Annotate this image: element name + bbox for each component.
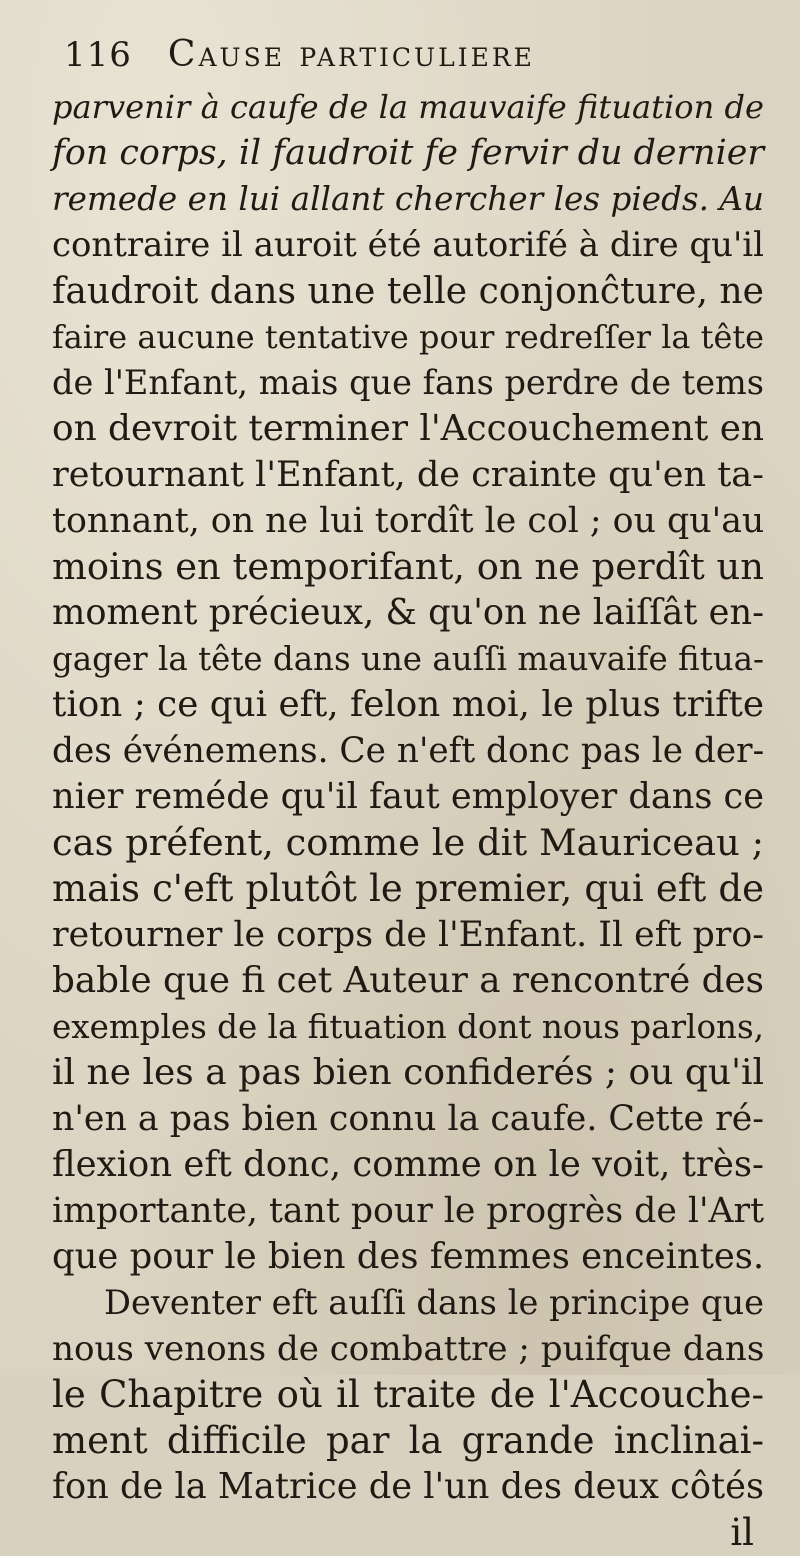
text-line: retournant l'Enfant, de crainte qu'en ta- [52, 454, 764, 495]
text-line: gager la tête dans une auſſi mauvaife fitua- [52, 640, 764, 678]
text-line: Deventer eft auſſi dans le principe que [104, 1283, 764, 1322]
text-line: nier reméde qu'il faut employer dans ce [52, 776, 764, 817]
text-line: flexion eft donc, comme on le voit, très- [52, 1144, 764, 1185]
page-header [64, 34, 744, 90]
text-line: contraire il auroit été autorifé à dire qu'il [52, 225, 764, 264]
text-line: mais c'eft plutôt le premier, qui eft de [52, 867, 764, 910]
text-line: remede en lui allant chercher les pieds. Au [52, 180, 764, 218]
text-line: n'en a pas bien connu la caufe. Cette ré- [52, 1099, 765, 1139]
text-line: parvenir à caufe de la mauvaife fituation de [52, 88, 764, 126]
text-line: tonnant, on ne lui tordît le col ; ou qu'au [52, 501, 765, 541]
text-line: retourner le corps de l'Enfant. Il eft pro- [52, 915, 764, 955]
text-line: cas préfent, comme le dit Mauriceau ; [52, 821, 764, 864]
text-line: de l'Enfant, mais que fans perdre de tems [52, 363, 764, 402]
text-line: on devroit terminer l'Accouchement en [52, 408, 764, 449]
text-line: exemples de la fituation dont nous parlons, [52, 1008, 764, 1046]
body-text [52, 84, 764, 1556]
text-line: le Chapitre où il traite de l'Accouche- [52, 1373, 764, 1416]
text-line: moment précieux, & qu'on ne laiſſât en- [52, 592, 764, 633]
text-line: fon de la Matrice de l'un des deux côtés [52, 1466, 764, 1507]
running-title: Cause particuliere [167, 34, 535, 75]
text-line: faudroit dans une telle conjonĉture, ne [52, 270, 764, 312]
text-line: tion ; ce qui eft, felon moi, le plus trifte [52, 684, 764, 725]
page-number: 116 [64, 35, 132, 75]
text-line: nous venons de combattre ; puifque dans [52, 1329, 765, 1369]
text-line: importante, tant pour le progrès de l'Art [52, 1191, 764, 1231]
text-line: des événemens. Ce n'eft donc pas le der- [52, 731, 765, 771]
catchword: il [730, 1511, 754, 1554]
text-line: moins en temporifant, on ne perdît un [52, 545, 764, 588]
text-line: il ne les a pas bien confiderés ; ou qu'il [52, 1052, 764, 1093]
text-line: faire aucune tentative pour redreſſer la tête [52, 318, 764, 356]
text-line: bable que fi cet Auteur a rencontré des [52, 960, 765, 1001]
text-line: que pour le bien des femmes enceintes. [52, 1236, 765, 1277]
text-line: fon corps, il faudroit fe fervir du dernier [52, 133, 764, 173]
text-line: ment difficile par la grande inclinai- [52, 1419, 764, 1462]
